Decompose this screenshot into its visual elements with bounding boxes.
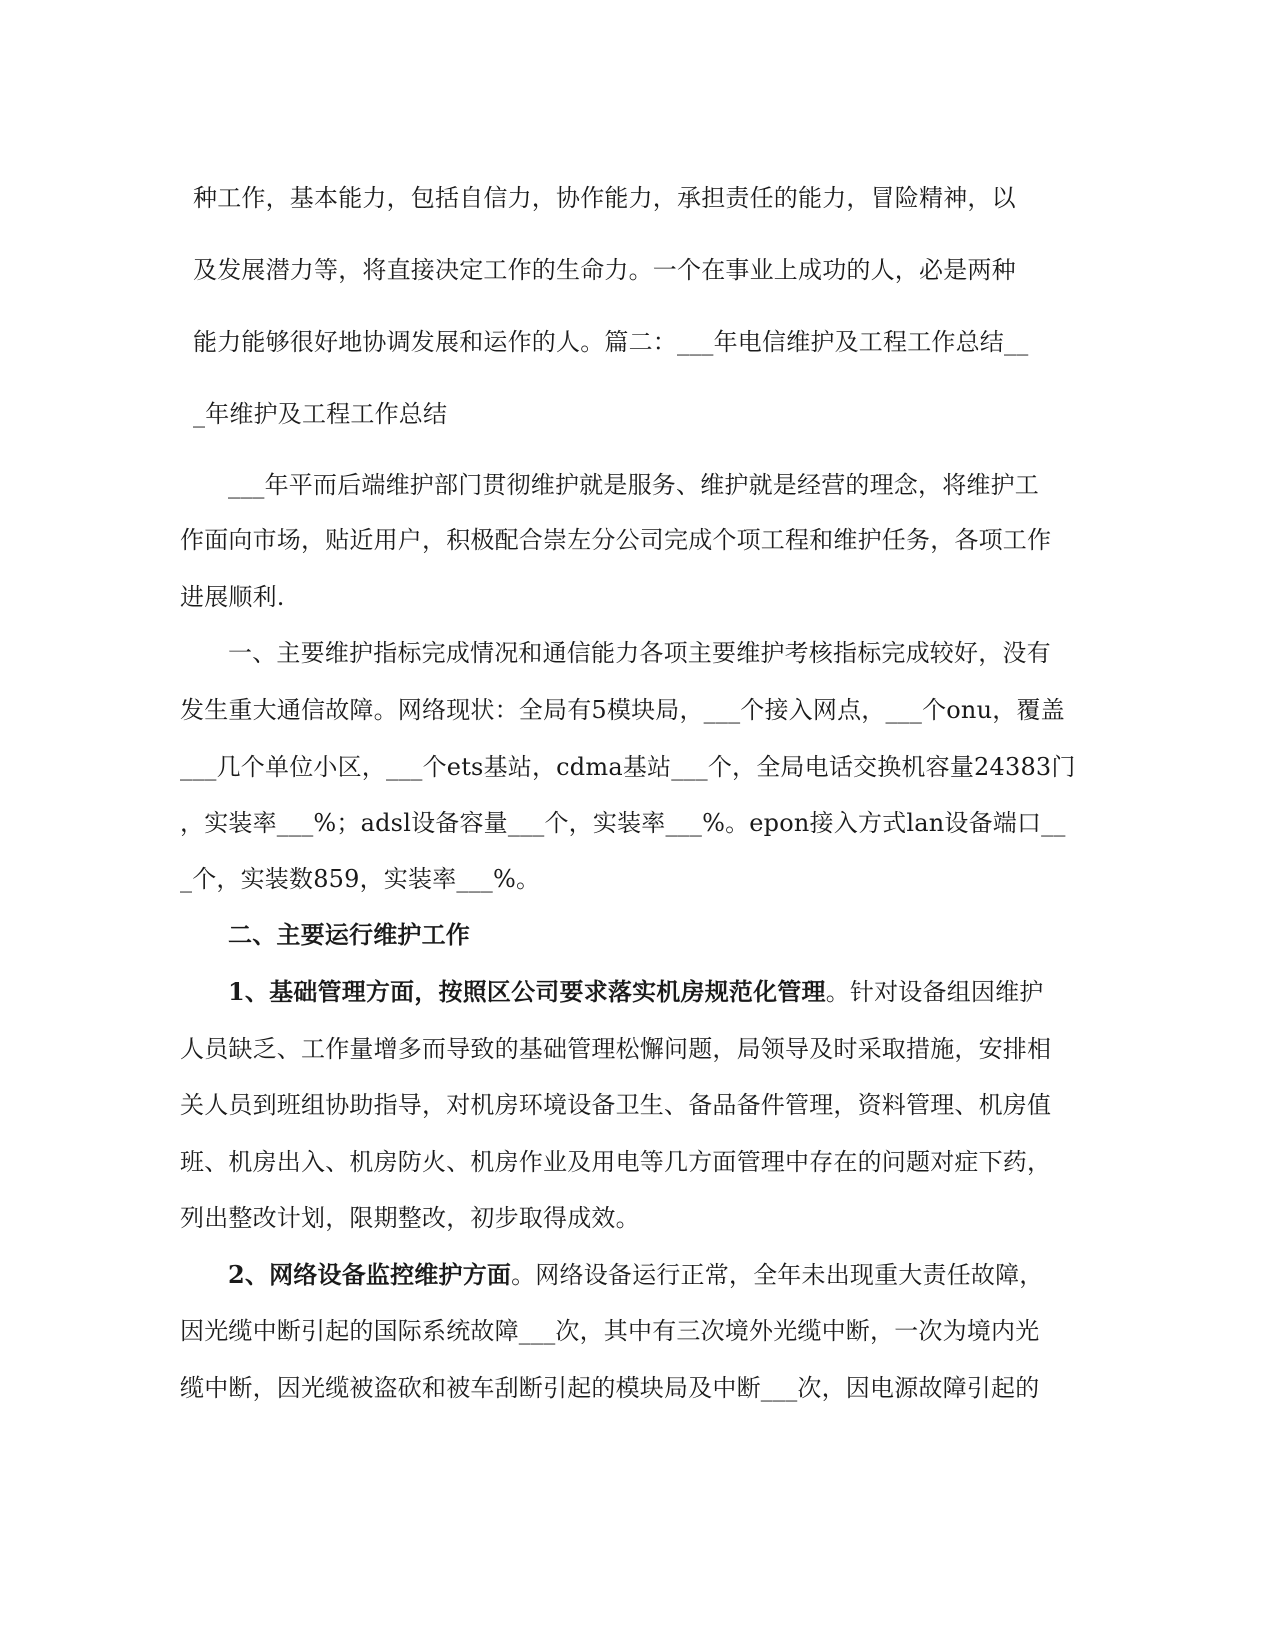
paragraph-line-4: _年维护及工程工作总结: [193, 400, 448, 428]
paragraph-line-6: 作面向市场，贴近用户，积极配合崇左分公司完成个项工程和维护任务，各项工作: [180, 526, 1052, 554]
paragraph-line-10: ___几个单位小区，___个ets基站，cdma基站___个，全局电话交换机容量24383门: [180, 753, 1076, 781]
paragraph-text: 。网络设备运行正常，全年未出现重大责任故障，: [511, 1261, 1044, 1289]
paragraph-line-14: [228, 977, 1044, 1007]
paragraph-line-1: 种工作，基本能力，包括自信力，协作能力，承担责任的能力，冒险精神，以: [193, 184, 1016, 212]
paragraph-line-2: 及发展潜力等，将直接决定工作的生命力。一个在事业上成功的人，必是两种: [193, 256, 1016, 284]
paragraph-line-7: 进展顺利.: [180, 583, 285, 611]
paragraph-line-8: 一、主要维护指标完成情况和通信能力各项主要维护考核指标完成较好，没有: [228, 639, 1051, 667]
paragraph-line-18: 列出整改计划，限期整改，初步取得成效。: [180, 1204, 640, 1232]
paragraph-line-17: 班、机房出入、机房防火、机房作业及用电等几方面管理中存在的问题对症下药，: [180, 1148, 1052, 1176]
paragraph-line-20: 因光缆中断引起的国际系统故障___次，其中有三次境外光缆中断，一次为境内光: [180, 1317, 1040, 1345]
paragraph-line-3: 能力能够很好地协调发展和运作的人。篇二：___年电信维护及工程工作总结__: [193, 328, 1029, 356]
paragraph-text: 。针对设备组因维护: [825, 978, 1044, 1006]
paragraph-line-15: 人员缺乏、工作量增多而导致的基础管理松懈问题，局领导及时采取措施，安排相: [180, 1035, 1052, 1063]
subheading-inline: 1、基础管理方面，按照区公司要求落实机房规范化管理: [228, 977, 826, 1006]
paragraph-line-11: ，实装率___%；adsl设备容量___个，实装率___%。epon接入方式lan设备端口__: [180, 809, 1066, 837]
paragraph-line-5: ___年平而后端维护部门贯彻维护就是服务、维护就是经营的理念，将维护工: [228, 471, 1039, 499]
paragraph-line-16: 关人员到班组协助指导，对机房环境设备卫生、备品备件管理，资料管理、机房值: [180, 1091, 1052, 1119]
paragraph-line-19: [228, 1260, 1044, 1290]
subheading-inline: 2、网络设备监控维护方面: [228, 1260, 512, 1289]
paragraph-line-21: 缆中断，因光缆被盗砍和被车刮断引起的模块局及中断___次，因电源故障引起的: [180, 1374, 1040, 1402]
section-heading: 二、主要运行维护工作: [228, 920, 470, 949]
paragraph-line-12: _个，实装数859，实装率___%。: [180, 865, 541, 893]
paragraph-line-9: 发生重大通信故障。网络现状：全局有5模块局，___个接入网点，___个onu，覆盖: [180, 696, 1065, 724]
